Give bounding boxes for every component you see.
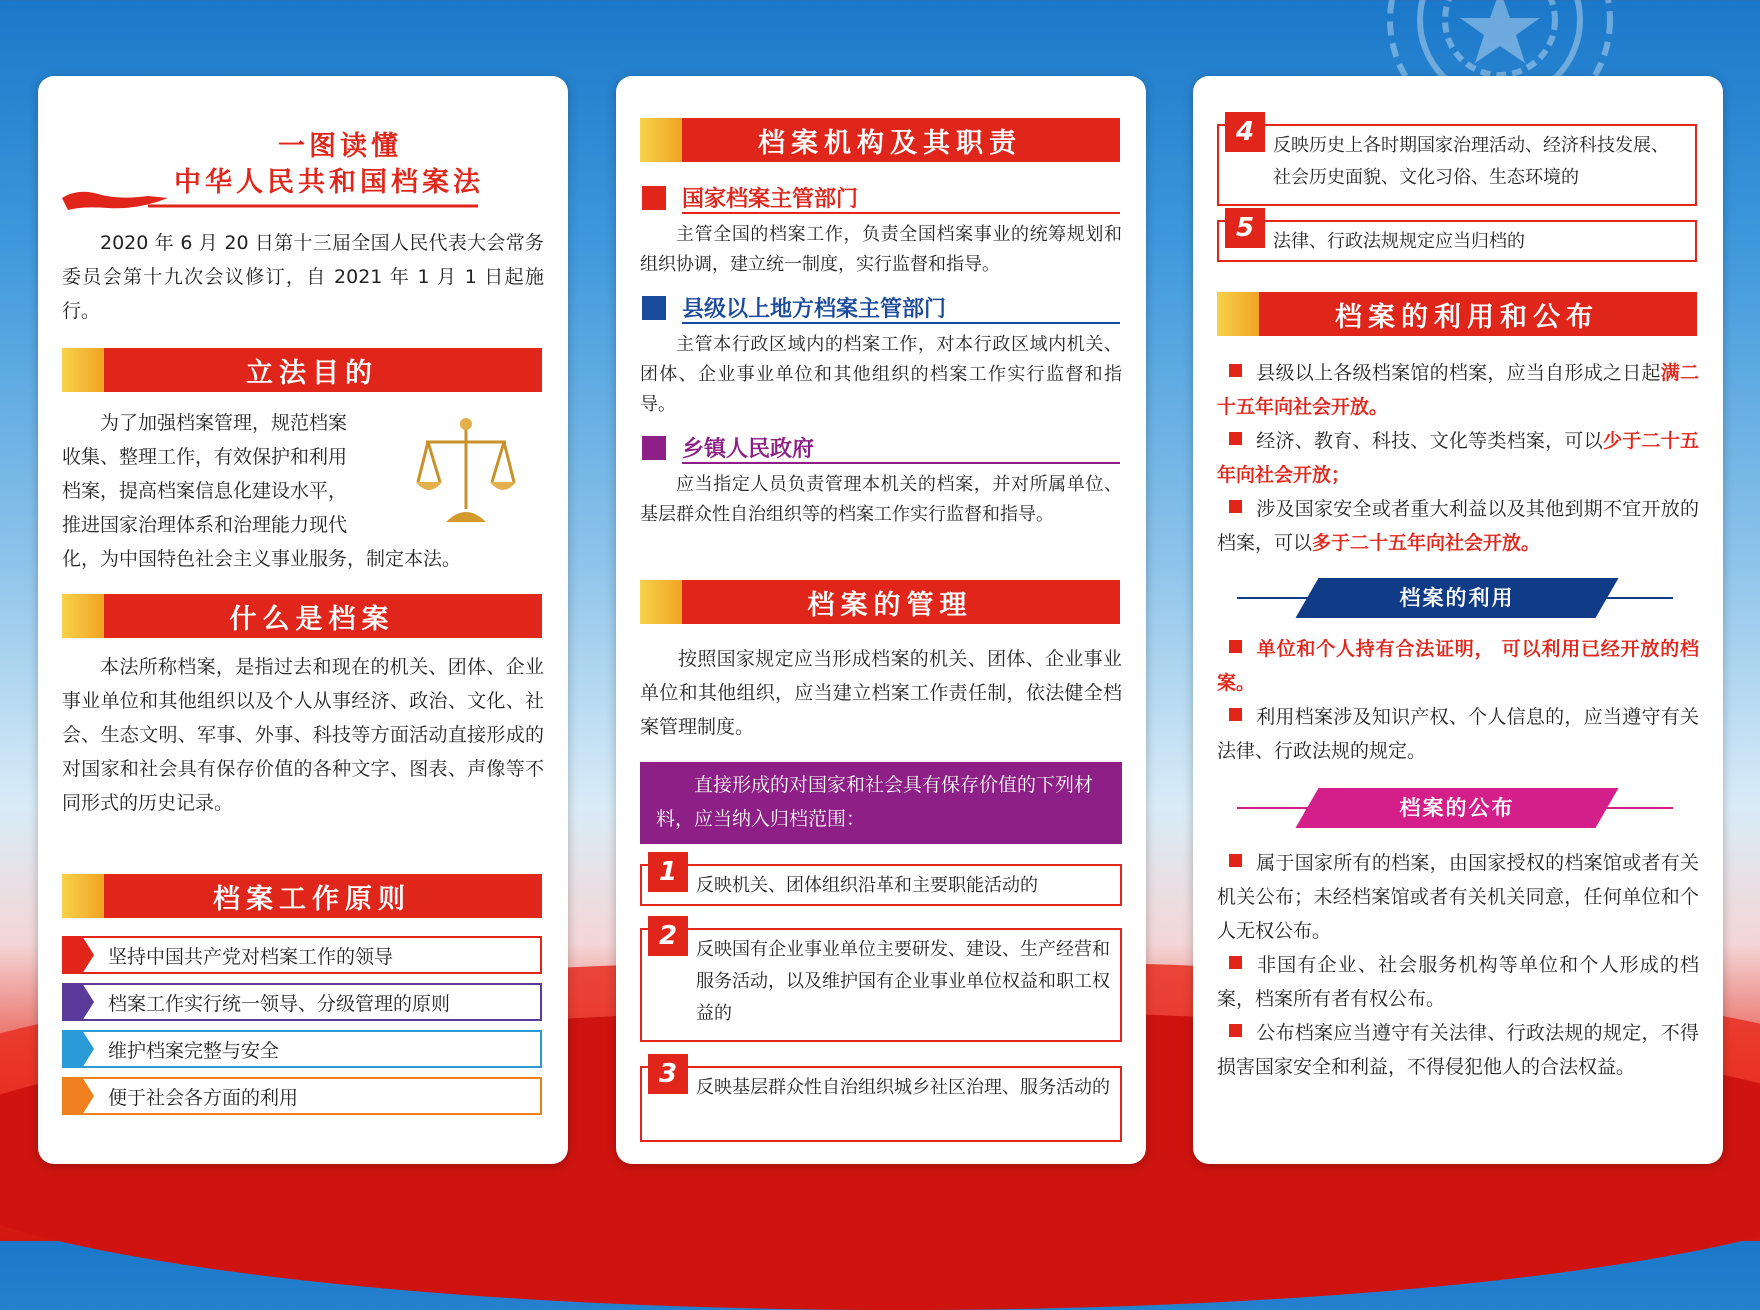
national-dept-header: 国家档案主管部门: [642, 182, 858, 213]
scope-item-4: 4 反映历史上各时期国家治理活动、经济科技发展、社会历史面貌、文化习俗、生态环境的: [1217, 124, 1697, 206]
section-banner-use: 档案的利用和公布: [1217, 292, 1697, 336]
open-rule-3: 涉及国家安全或者重大利益以及其他到期不宜开放的档案，可以多于二十五年向社会开放。: [1217, 498, 1699, 554]
what-text: 本法所称档案，是指过去和现在的机关、团体、企业事业单位和其他组织以及个人从事经济、政治、文化、社会、生态文明、军事、外事、科技等方面活动直接形成的对国家和社会具有保存价值的各种文字、图表、声像等不同形式的历史记录。: [62, 656, 544, 814]
purple-square-icon: [642, 436, 666, 460]
scope-item-3: 3 反映基层群众性自治组织城乡社区治理、服务活动的: [640, 1066, 1122, 1142]
purpose-text: 为了加强档案管理，规范档案 收集、整理工作，有效保护和利用 档案，提高档案信息化建设水平， 推进国家治理体系和治理能力现代 化，为中国特色社会主义事业服务，制定本法。: [62, 412, 462, 570]
use-rule-1: 单位和个人持有合法证明， 可以利用已经开放的档案。: [1217, 638, 1699, 694]
open-rule-2: 经济、教育、科技、文化等类档案，可以少于二十五年向社会开放；: [1217, 430, 1699, 486]
divider: [682, 322, 1120, 324]
red-square-icon: [642, 186, 666, 210]
publish-rule-2: 非国有企业、社会服务机构等单位和个人形成的档案，档案所有者有权公布。: [1217, 954, 1699, 1010]
section-banner-management: 档案的管理: [640, 580, 1120, 624]
arrow-icon: [62, 983, 94, 1021]
intro-text: 2020 年 6 月 20 日第十三届全国人民代表大会常务委员会第十九次会议修订，自 2021 年 1 月 1 日起施行。: [62, 232, 544, 322]
arrow-icon: [62, 1077, 94, 1115]
page-title: 中华人民共和国档案法: [174, 167, 484, 198]
scope-item-5: 5 法律、行政法规规定应当归档的: [1217, 220, 1697, 262]
principle-item: 坚持中国共产党对档案工作的领导: [62, 936, 542, 974]
section-banner-what: 什么是档案: [62, 594, 542, 638]
panel-left: [38, 76, 568, 1164]
township-text: 应当指定人员负责管理本机关的档案，并对所属单位、基层群众性自治组织等的档案工作实行监督和指导。: [640, 474, 1122, 525]
section-banner-principles: 档案工作原则: [62, 874, 542, 918]
scales-of-justice-icon: [416, 414, 516, 526]
divider: [682, 462, 1120, 464]
title-top: 一图读懂: [278, 131, 402, 162]
principle-item: 档案工作实行统一领导、分级管理的原则: [62, 983, 542, 1021]
item-number: 2: [648, 916, 688, 956]
item-number: 4: [1225, 112, 1265, 152]
county-text: 主管本行政区域内的档案工作，对本行政区域内机关、团体、企业事业单位和其他组织的档案工作实行监督和指导。: [640, 334, 1122, 415]
section-banner-institutions: 档案机构及其职责: [640, 118, 1120, 162]
scope-item-2: 2 反映国有企业事业单位主要研发、建设、生产经营和服务活动，以及维护国有企业事业单位权益和职工权益的: [640, 928, 1122, 1042]
arrow-icon: [62, 936, 94, 974]
open-rule-1: 县级以上各级档案馆的档案，应当自形成之日起满二十五年向社会开放。: [1217, 362, 1699, 418]
subheader-use: 档案的利用: [1237, 578, 1673, 618]
principle-item: 维护档案完整与安全: [62, 1030, 542, 1068]
use-rule-2: 利用档案涉及知识产权、个人信息的，应当遵守有关法律、行政法规的规定。: [1217, 706, 1699, 762]
divider: [682, 212, 1120, 214]
panel-right: [1193, 76, 1723, 1164]
township-header: 乡镇人民政府: [642, 432, 814, 463]
county-dept-header: 县级以上地方档案主管部门: [642, 292, 946, 323]
publish-rule-1: 属于国家所有的档案，由国家授权的档案馆或者有关机关公布；未经档案馆或者有关机关同意，任何单位和个人无权公布。: [1217, 852, 1699, 942]
management-text: 按照国家规定应当形成档案的机关、团体、企业事业单位和其他组织，应当建立档案工作责任制，依法健全档案管理制度。: [640, 648, 1122, 738]
scope-item-1: 1 反映机关、团体组织沿革和主要职能活动的: [640, 864, 1122, 906]
subheader-publish: 档案的公布: [1237, 788, 1673, 828]
blue-square-icon: [642, 296, 666, 320]
item-number: 1: [648, 852, 688, 892]
panel-middle: [616, 76, 1146, 1164]
section-banner-purpose: 立法目的: [62, 348, 542, 392]
national-text: 主管全国的档案工作，负责全国档案事业的统筹规划和组织协调，建立统一制度，实行监督和指导。: [640, 224, 1122, 275]
title-ribbon-icon: [58, 184, 478, 214]
scope-box: 直接形成的对国家和社会具有保存价值的下列材料，应当纳入归档范围：: [640, 762, 1122, 844]
arrow-icon: [62, 1030, 94, 1068]
item-number: 3: [648, 1054, 688, 1094]
item-number: 5: [1225, 208, 1265, 248]
principle-item: 便于社会各方面的利用: [62, 1077, 542, 1115]
publish-rule-3: 公布档案应当遵守有关法律、行政法规的规定，不得损害国家安全和利益，不得侵犯他人的合法权益。: [1217, 1022, 1699, 1078]
